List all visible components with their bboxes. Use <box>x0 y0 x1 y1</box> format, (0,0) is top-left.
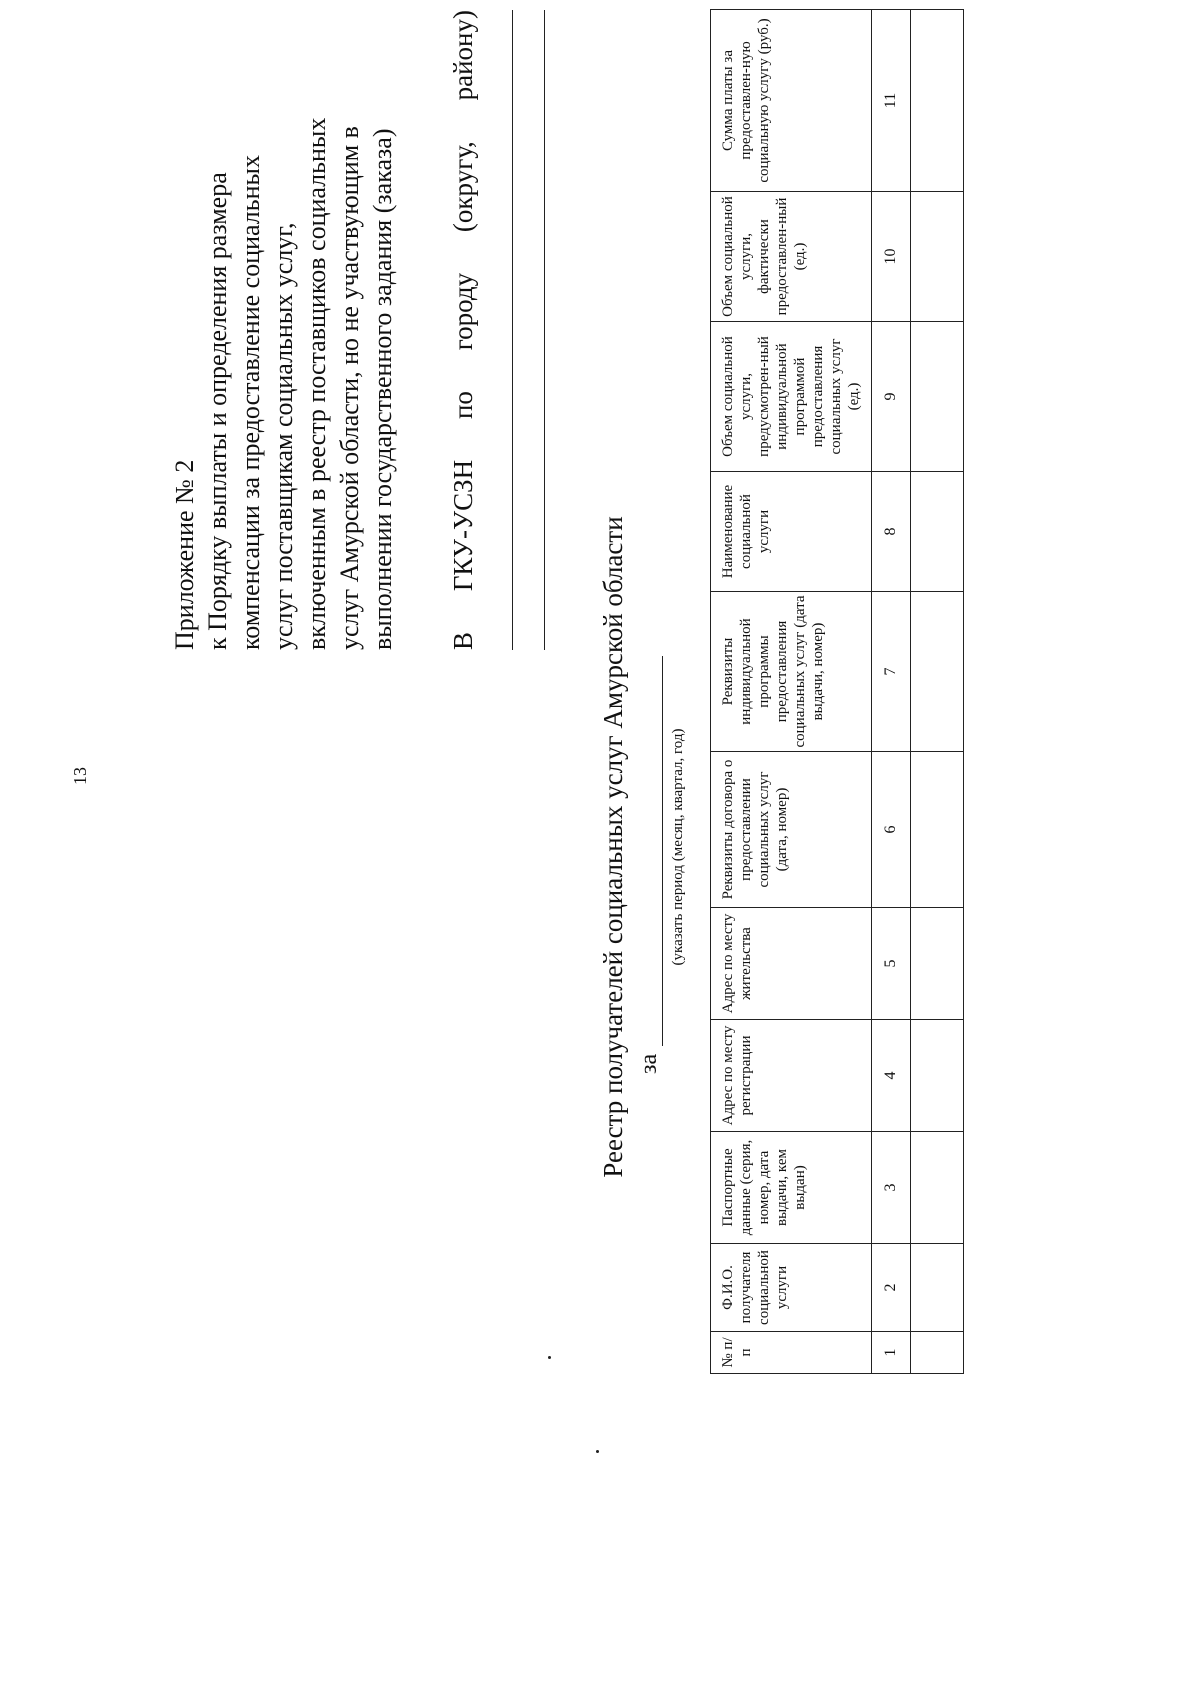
annex-line: услуг поставщикам социальных услуг, <box>269 222 298 650</box>
empty-cell <box>911 10 964 192</box>
annex-line: включенным в реестр поставщиков социальных <box>302 117 331 650</box>
addressee-word: по <box>448 391 478 420</box>
register-title: Реестр получателей социальных услуг Амурской области <box>598 516 628 1178</box>
addressee-blank-line-2 <box>544 10 545 650</box>
column-number: 9 <box>872 322 911 472</box>
column-number: 10 <box>872 192 911 322</box>
addressee-word: В <box>448 631 478 650</box>
table-empty-row <box>911 10 964 1374</box>
addressee-line <box>448 10 479 650</box>
column-number: 1 <box>872 1332 911 1374</box>
header-cell: Паспортные данные (серия, номер, дата выдачи, кем выдан) <box>711 1132 872 1244</box>
empty-cell <box>911 908 964 1020</box>
header-cell: Реквизиты договора о предоставлении социальных услуг (дата, номер) <box>711 752 872 908</box>
addressee-word: городу <box>448 272 478 351</box>
empty-cell <box>911 1244 964 1332</box>
header-cell: Ф.И.О. получателя социальной услуги <box>711 1244 872 1332</box>
addressee-word: ГКУ-УСЗН <box>448 459 478 592</box>
header-cell: Адрес по месту регистрации <box>711 1020 872 1132</box>
period-prefix: за <box>636 1053 662 1074</box>
column-number: 4 <box>872 1020 911 1132</box>
annex-line: к Порядку выплаты и определения размера <box>203 172 232 650</box>
empty-cell <box>911 1020 964 1132</box>
empty-cell <box>911 472 964 592</box>
page-number: 13 <box>70 767 90 785</box>
addressee-word: району) <box>448 10 478 101</box>
empty-cell <box>911 592 964 752</box>
period-note: (указать период (месяц, квартал, год) <box>670 728 686 966</box>
empty-cell <box>911 192 964 322</box>
register-table <box>710 9 964 1374</box>
column-number: 8 <box>872 472 911 592</box>
header-cell: Адрес по месту жительства <box>711 908 872 1020</box>
table-header-row <box>711 10 872 1374</box>
column-number: 5 <box>872 908 911 1020</box>
header-cell: Объем социальной услуги, фактически предоставлен-ный (ед.) <box>711 192 872 322</box>
annex-line: компенсации за предоставление социальных <box>236 154 265 650</box>
header-cell: Реквизиты индивидуальной программы предоставления социальных услуг (дата выдачи, номер) <box>711 592 872 752</box>
header-cell: Сумма платы за предоставлен-ную социальную услугу (руб.) <box>711 10 872 192</box>
header-cell: Объем социальной услуги, предусмотрен-ный индивидуальной программой предоставления социальных услуг (ед.) <box>711 322 872 472</box>
empty-cell <box>911 322 964 472</box>
header-cell: Наименование социальной услуги <box>711 472 872 592</box>
column-number: 3 <box>872 1132 911 1244</box>
column-number: 11 <box>872 10 911 192</box>
period-blank <box>636 656 663 1046</box>
annex-title: Приложение № 2 <box>170 459 199 650</box>
addressee-word: (округу, <box>448 141 478 233</box>
annex-line: услуг Амурской области, но не участвующим в <box>335 126 364 650</box>
header-cell: № п/п <box>711 1332 872 1374</box>
empty-cell <box>911 1332 964 1374</box>
annex-line: выполнении государственного задания (заказа) <box>368 128 397 650</box>
period-field <box>636 656 663 1074</box>
annex-block <box>168 10 399 650</box>
empty-cell <box>911 1132 964 1244</box>
addressee-blank-line-1 <box>512 10 513 650</box>
column-number: 6 <box>872 752 911 908</box>
empty-cell <box>911 752 964 908</box>
column-number: 2 <box>872 1244 911 1332</box>
table-number-row <box>872 10 911 1374</box>
column-number: 7 <box>872 592 911 752</box>
